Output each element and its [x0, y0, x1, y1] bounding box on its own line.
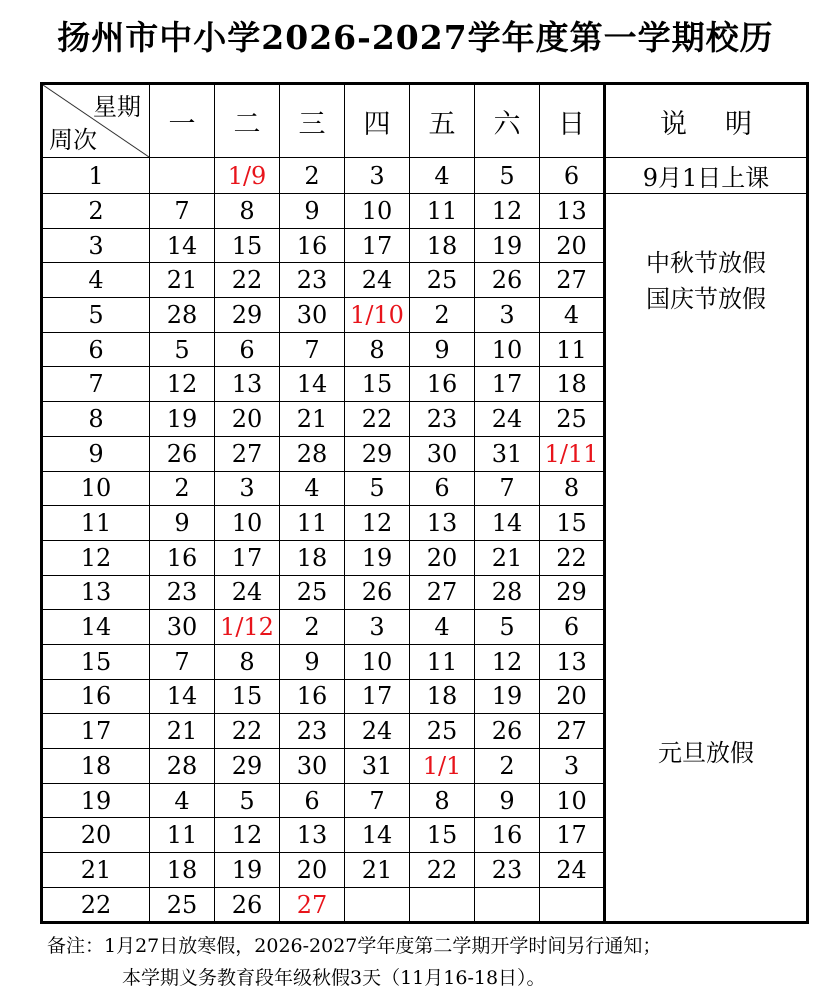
day-cell: 13: [280, 818, 345, 853]
day-cell: 23: [280, 714, 345, 749]
corner-cell: [42, 84, 150, 158]
day-cell: 8: [410, 783, 475, 818]
day-cell: 24: [345, 714, 410, 749]
day-cell: 6: [215, 332, 280, 367]
day-cell: 2: [280, 158, 345, 194]
week-number: 20: [42, 818, 150, 853]
day-cell: 9: [410, 332, 475, 367]
day-cell: 11: [540, 332, 605, 367]
day-cell: 13: [540, 194, 605, 229]
week-number: 18: [42, 749, 150, 784]
day-cell: 4: [280, 471, 345, 506]
day-cell: 18: [280, 540, 345, 575]
day-cell: 25: [150, 887, 215, 923]
day-cell: [150, 158, 215, 194]
day-cell: 14: [345, 818, 410, 853]
day-cell: 13: [540, 644, 605, 679]
header-row: [42, 84, 808, 158]
day-cell: 5: [150, 332, 215, 367]
day-cell: 25: [410, 263, 475, 298]
week-number: 22: [42, 887, 150, 923]
day-cell: 19: [475, 679, 540, 714]
day-cell: 20: [540, 228, 605, 263]
day-cell: 17: [345, 228, 410, 263]
day-cell: 5: [475, 158, 540, 194]
day-cell: 2: [280, 610, 345, 645]
day-cell: 13: [215, 367, 280, 402]
day-cell: 2: [475, 749, 540, 784]
day-cell: 8: [215, 194, 280, 229]
day-cell: 19: [215, 853, 280, 888]
day-cell: 12: [215, 818, 280, 853]
day-cell: 1/12: [215, 610, 280, 645]
week-number: 6: [42, 332, 150, 367]
notes-column: [605, 194, 808, 923]
day-cell: 20: [540, 679, 605, 714]
day-cell: 12: [475, 194, 540, 229]
footer-line-1: 备注：1月27日放寒假，2026-2027学年度第二学期开学时间另行通知；: [47, 935, 662, 957]
day-cell: 28: [475, 575, 540, 610]
day-cell: 8: [540, 471, 605, 506]
day-cell: 15: [215, 228, 280, 263]
day-cell: 26: [475, 263, 540, 298]
day-header-tue: 二: [215, 84, 280, 158]
day-cell: 12: [150, 367, 215, 402]
day-cell: 22: [410, 853, 475, 888]
day-cell: 18: [540, 367, 605, 402]
week-number: 17: [42, 714, 150, 749]
day-cell: 18: [410, 679, 475, 714]
week-number: 21: [42, 853, 150, 888]
day-cell: [410, 887, 475, 923]
day-cell: 27: [540, 263, 605, 298]
day-cell: 7: [345, 783, 410, 818]
week-number: 7: [42, 367, 150, 402]
day-cell: 24: [215, 575, 280, 610]
day-cell: 13: [410, 506, 475, 541]
week-number: 5: [42, 298, 150, 333]
day-cell: 24: [345, 263, 410, 298]
day-cell: 5: [475, 610, 540, 645]
day-cell: 4: [540, 298, 605, 333]
day-cell: 31: [345, 749, 410, 784]
day-cell: 22: [345, 402, 410, 437]
day-cell: 24: [540, 853, 605, 888]
day-cell: 14: [280, 367, 345, 402]
day-cell: 30: [150, 610, 215, 645]
day-cell: 10: [345, 194, 410, 229]
day-cell: 11: [280, 506, 345, 541]
day-cell: 9: [150, 506, 215, 541]
day-cell: 9: [475, 783, 540, 818]
day-cell: 29: [215, 749, 280, 784]
day-cell: 6: [280, 783, 345, 818]
day-cell: 25: [540, 402, 605, 437]
day-cell: 17: [475, 367, 540, 402]
corner-weekday-label: 星期: [93, 93, 141, 121]
week-number: 12: [42, 540, 150, 575]
day-cell: 7: [150, 194, 215, 229]
day-cell: 30: [280, 298, 345, 333]
week-number: 11: [42, 506, 150, 541]
day-cell: 17: [540, 818, 605, 853]
footer-notes: [47, 930, 661, 994]
day-cell: 27: [410, 575, 475, 610]
note-first-day: 9月1日上课: [605, 158, 808, 194]
week-number: 9: [42, 436, 150, 471]
day-cell: 24: [475, 402, 540, 437]
day-header-fri: 五: [410, 84, 475, 158]
day-cell: 6: [540, 610, 605, 645]
day-cell: 25: [410, 714, 475, 749]
day-header-thu: 四: [345, 84, 410, 158]
day-cell: 30: [280, 749, 345, 784]
day-cell: 29: [540, 575, 605, 610]
week-number: 19: [42, 783, 150, 818]
day-cell: 10: [475, 332, 540, 367]
day-cell: 27: [280, 887, 345, 923]
day-cell: 19: [150, 402, 215, 437]
day-cell: 14: [150, 228, 215, 263]
day-cell: 15: [540, 506, 605, 541]
day-cell: 23: [150, 575, 215, 610]
day-cell: 21: [150, 263, 215, 298]
day-cell: 16: [475, 818, 540, 853]
day-cell: 28: [280, 436, 345, 471]
week-number: 15: [42, 644, 150, 679]
day-cell: 26: [345, 575, 410, 610]
day-cell: 2: [410, 298, 475, 333]
day-cell: 11: [410, 194, 475, 229]
week-number: 14: [42, 610, 150, 645]
day-cell: 16: [280, 679, 345, 714]
week-number: 3: [42, 228, 150, 263]
day-cell: 15: [215, 679, 280, 714]
day-cell: 26: [215, 887, 280, 923]
note-mid-autumn: 中秋节放假: [646, 249, 766, 277]
day-cell: 11: [150, 818, 215, 853]
day-cell: 9: [280, 194, 345, 229]
day-header-sun: 日: [540, 84, 605, 158]
day-cell: 23: [280, 263, 345, 298]
day-header-wed: 三: [280, 84, 345, 158]
page-title: 扬州市中小学2026-2027学年度第一学期校历: [57, 18, 774, 57]
day-cell: 5: [215, 783, 280, 818]
school-calendar-table: [40, 82, 809, 924]
notes-header: 说明: [605, 84, 808, 158]
week-number: 10: [42, 471, 150, 506]
day-cell: 31: [475, 436, 540, 471]
day-cell: 17: [345, 679, 410, 714]
day-cell: 16: [280, 228, 345, 263]
day-header-sat: 六: [475, 84, 540, 158]
day-cell: 7: [280, 332, 345, 367]
day-cell: 20: [280, 853, 345, 888]
day-cell: 8: [345, 332, 410, 367]
day-cell: [345, 887, 410, 923]
day-cell: 4: [150, 783, 215, 818]
week-number: 1: [42, 158, 150, 194]
day-cell: 22: [540, 540, 605, 575]
day-cell: 1/1: [410, 749, 475, 784]
day-cell: 1/10: [345, 298, 410, 333]
day-cell: 3: [540, 749, 605, 784]
day-cell: 11: [410, 644, 475, 679]
day-cell: 7: [475, 471, 540, 506]
day-cell: 14: [475, 506, 540, 541]
day-cell: 28: [150, 749, 215, 784]
day-cell: 30: [410, 436, 475, 471]
note-national-day: 国庆节放假: [646, 285, 766, 313]
day-cell: 2: [150, 471, 215, 506]
day-cell: 27: [215, 436, 280, 471]
week-row: [42, 158, 808, 194]
day-cell: 12: [475, 644, 540, 679]
week-number: 8: [42, 402, 150, 437]
day-cell: 3: [215, 471, 280, 506]
day-cell: 28: [150, 298, 215, 333]
week-number: 2: [42, 194, 150, 229]
day-header-mon: 一: [150, 84, 215, 158]
day-cell: 5: [345, 471, 410, 506]
day-cell: 20: [215, 402, 280, 437]
week-number: 13: [42, 575, 150, 610]
day-cell: 10: [215, 506, 280, 541]
day-cell: 3: [345, 610, 410, 645]
day-cell: 8: [215, 644, 280, 679]
day-cell: 16: [150, 540, 215, 575]
week-number: 16: [42, 679, 150, 714]
day-cell: 10: [345, 644, 410, 679]
day-cell: 23: [410, 402, 475, 437]
day-cell: 20: [410, 540, 475, 575]
corner-week-label: 周次: [49, 126, 97, 154]
day-cell: 17: [215, 540, 280, 575]
day-cell: 22: [215, 263, 280, 298]
note-new-year: 元旦放假: [658, 739, 754, 767]
day-cell: 26: [475, 714, 540, 749]
day-cell: 19: [345, 540, 410, 575]
day-cell: 1/11: [540, 436, 605, 471]
day-cell: 26: [150, 436, 215, 471]
day-cell: 21: [280, 402, 345, 437]
day-cell: 21: [345, 853, 410, 888]
week-number: 4: [42, 263, 150, 298]
day-cell: 3: [475, 298, 540, 333]
day-cell: 7: [150, 644, 215, 679]
day-cell: 18: [150, 853, 215, 888]
day-cell: 1/9: [215, 158, 280, 194]
day-cell: 21: [475, 540, 540, 575]
day-cell: 19: [475, 228, 540, 263]
day-cell: 6: [410, 471, 475, 506]
day-cell: [475, 887, 540, 923]
footer-line-2: 本学期义务教育段年级秋假3天（11月16-18日）。: [122, 967, 546, 989]
day-cell: 18: [410, 228, 475, 263]
day-cell: 27: [540, 714, 605, 749]
day-cell: 15: [345, 367, 410, 402]
day-cell: 12: [345, 506, 410, 541]
day-cell: 29: [215, 298, 280, 333]
day-cell: 16: [410, 367, 475, 402]
day-cell: 4: [410, 158, 475, 194]
day-cell: 14: [150, 679, 215, 714]
day-cell: 4: [410, 610, 475, 645]
day-cell: 23: [475, 853, 540, 888]
week-row: [42, 194, 808, 229]
day-cell: 6: [540, 158, 605, 194]
day-cell: 21: [150, 714, 215, 749]
day-cell: 9: [280, 644, 345, 679]
day-cell: 10: [540, 783, 605, 818]
day-cell: [540, 887, 605, 923]
day-cell: 22: [215, 714, 280, 749]
day-cell: 3: [345, 158, 410, 194]
day-cell: 15: [410, 818, 475, 853]
day-cell: 25: [280, 575, 345, 610]
day-cell: 29: [345, 436, 410, 471]
